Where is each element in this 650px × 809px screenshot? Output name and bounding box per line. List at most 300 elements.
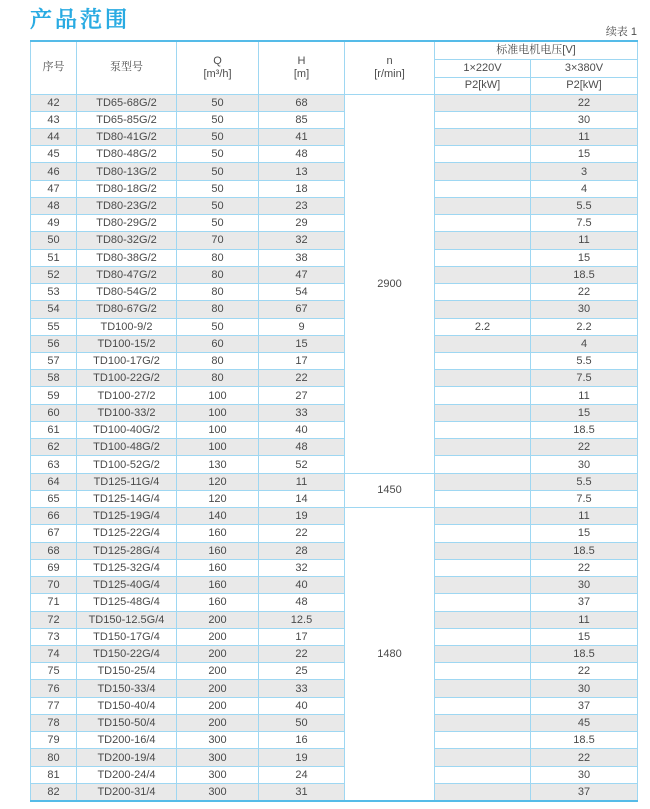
model-cell: TD65-85G/2 (77, 111, 177, 128)
serial-cell: 50 (31, 232, 77, 249)
table-row (31, 215, 638, 232)
head-cell: 48 (259, 439, 345, 456)
head-cell: 85 (259, 111, 345, 128)
p2-380v-cell: 3 (531, 163, 638, 180)
p2-380v-cell: 11 (531, 232, 638, 249)
head-cell: 17 (259, 353, 345, 370)
p2-380v-cell: 11 (531, 387, 638, 404)
head-cell: 47 (259, 266, 345, 283)
flow-cell: 60 (177, 335, 259, 352)
table-row (31, 284, 638, 301)
continued-table-label: 续表 1 (605, 26, 637, 38)
table-row (31, 197, 638, 214)
model-cell: TD65-68G/2 (77, 94, 177, 111)
flow-cell: 160 (177, 525, 259, 542)
model-cell: TD80-32G/2 (77, 232, 177, 249)
p2-220v-cell (435, 611, 531, 628)
table-row (31, 404, 638, 421)
flow-cell: 100 (177, 421, 259, 438)
table-row (31, 318, 638, 335)
model-cell: TD150-17G/4 (77, 628, 177, 645)
model-cell: TD80-13G/2 (77, 163, 177, 180)
table-body (31, 94, 638, 801)
serial-cell: 45 (31, 146, 77, 163)
model-cell: TD200-31/4 (77, 783, 177, 800)
p2-380v-cell: 30 (531, 111, 638, 128)
speed-cell: 2900 (345, 94, 435, 473)
head-cell: 33 (259, 404, 345, 421)
flow-unit: [m³/h] (203, 67, 232, 80)
head-cell: 15 (259, 335, 345, 352)
model-cell: TD100-33/2 (77, 404, 177, 421)
model-cell: TD150-50/4 (77, 714, 177, 731)
p2-380v-cell: 22 (531, 663, 638, 680)
table-row (31, 749, 638, 766)
model-cell: TD125-48G/4 (77, 594, 177, 611)
p2-220v-cell (435, 577, 531, 594)
head-cell: 25 (259, 663, 345, 680)
p2-380v-cell: 18.5 (531, 421, 638, 438)
p2-220v-cell (435, 215, 531, 232)
p2-220v-cell (435, 542, 531, 559)
head-cell: 12.5 (259, 611, 345, 628)
p2-220v-cell (435, 439, 531, 456)
p2-220v-cell (435, 646, 531, 663)
head-cell: 11 (259, 473, 345, 490)
table-row (31, 697, 638, 714)
p2-220v-cell (435, 370, 531, 387)
p2-220v-cell (435, 266, 531, 283)
p2-380v-cell: 11 (531, 611, 638, 628)
serial-cell: 61 (31, 421, 77, 438)
head-cell: 40 (259, 421, 345, 438)
serial-cell: 64 (31, 473, 77, 490)
model-cell: TD200-24/4 (77, 766, 177, 783)
p2-220v-cell (435, 663, 531, 680)
col-header-p2-380v: P2[kW] (531, 77, 638, 94)
head-cell: 9 (259, 318, 345, 335)
serial-cell: 79 (31, 732, 77, 749)
table-row (31, 456, 638, 473)
model-cell: TD125-32G/4 (77, 559, 177, 576)
model-cell: TD100-9/2 (77, 318, 177, 335)
serial-cell: 43 (31, 111, 77, 128)
table-row (31, 646, 638, 663)
p2-380v-cell: 18.5 (531, 732, 638, 749)
p2-220v-cell (435, 594, 531, 611)
serial-cell: 60 (31, 404, 77, 421)
col-header-flow (177, 41, 259, 94)
p2-220v-cell (435, 714, 531, 731)
table-row (31, 180, 638, 197)
p2-220v-cell (435, 335, 531, 352)
p2-380v-cell: 30 (531, 766, 638, 783)
p2-220v-cell (435, 404, 531, 421)
serial-cell: 55 (31, 318, 77, 335)
p2-380v-cell: 45 (531, 714, 638, 731)
p2-380v-cell: 4 (531, 180, 638, 197)
flow-cell: 100 (177, 404, 259, 421)
head-cell: 48 (259, 594, 345, 611)
p2-380v-cell: 18.5 (531, 542, 638, 559)
serial-cell: 57 (31, 353, 77, 370)
head-cell: 52 (259, 456, 345, 473)
model-cell: TD100-52G/2 (77, 456, 177, 473)
model-cell: TD150-25/4 (77, 663, 177, 680)
col-header-speed (345, 41, 435, 94)
p2-220v-cell (435, 783, 531, 800)
col-header-p2-220v: P2[kW] (435, 77, 531, 94)
serial-cell: 51 (31, 249, 77, 266)
speed-cell: 1450 (345, 473, 435, 507)
table-row (31, 335, 638, 352)
table-row (31, 128, 638, 145)
serial-cell: 74 (31, 646, 77, 663)
head-cell: 14 (259, 490, 345, 507)
p2-220v-cell (435, 473, 531, 490)
p2-380v-cell: 30 (531, 680, 638, 697)
table-row (31, 732, 638, 749)
flow-cell: 50 (177, 111, 259, 128)
flow-cell: 200 (177, 646, 259, 663)
head-cell: 40 (259, 577, 345, 594)
model-cell: TD125-11G/4 (77, 473, 177, 490)
serial-cell: 75 (31, 663, 77, 680)
table-row (31, 94, 638, 111)
flow-cell: 160 (177, 577, 259, 594)
flow-cell: 50 (177, 163, 259, 180)
flow-cell: 200 (177, 611, 259, 628)
head-cell: 68 (259, 94, 345, 111)
flow-cell: 300 (177, 749, 259, 766)
p2-380v-cell: 15 (531, 249, 638, 266)
serial-cell: 49 (31, 215, 77, 232)
serial-cell: 81 (31, 766, 77, 783)
table-row (31, 232, 638, 249)
serial-cell: 77 (31, 697, 77, 714)
serial-cell: 46 (31, 163, 77, 180)
flow-cell: 100 (177, 439, 259, 456)
head-unit: [m] (293, 67, 310, 80)
serial-cell: 52 (31, 266, 77, 283)
p2-380v-cell: 11 (531, 128, 638, 145)
p2-380v-cell: 18.5 (531, 266, 638, 283)
head-cell: 22 (259, 525, 345, 542)
p2-380v-cell: 37 (531, 594, 638, 611)
serial-cell: 53 (31, 284, 77, 301)
head-cell: 41 (259, 128, 345, 145)
table-row (31, 542, 638, 559)
serial-cell: 73 (31, 628, 77, 645)
p2-380v-cell: 22 (531, 749, 638, 766)
model-cell: TD150-40/4 (77, 697, 177, 714)
serial-cell: 68 (31, 542, 77, 559)
page-title: 产品范围 (30, 7, 131, 32)
head-cell: 19 (259, 749, 345, 766)
p2-380v-cell: 5.5 (531, 353, 638, 370)
model-cell: TD125-22G/4 (77, 525, 177, 542)
p2-380v-cell: 15 (531, 404, 638, 421)
head-cell: 19 (259, 508, 345, 525)
flow-cell: 300 (177, 783, 259, 800)
col-header-380v: 3×380V (531, 59, 638, 77)
model-cell: TD100-40G/2 (77, 421, 177, 438)
p2-220v-cell (435, 128, 531, 145)
flow-cell: 80 (177, 301, 259, 318)
flow-cell: 200 (177, 628, 259, 645)
flow-cell: 120 (177, 473, 259, 490)
head-cell: 50 (259, 714, 345, 731)
flow-cell: 80 (177, 284, 259, 301)
p2-220v-cell (435, 232, 531, 249)
p2-380v-cell: 22 (531, 284, 638, 301)
head-cell: 40 (259, 697, 345, 714)
head-cell: 16 (259, 732, 345, 749)
p2-220v-cell (435, 732, 531, 749)
p2-380v-cell: 30 (531, 301, 638, 318)
table-row (31, 628, 638, 645)
head-cell: 22 (259, 646, 345, 663)
p2-220v-cell (435, 111, 531, 128)
model-cell: TD80-67G/2 (77, 301, 177, 318)
model-cell: TD80-29G/2 (77, 215, 177, 232)
serial-cell: 56 (31, 335, 77, 352)
model-cell: TD80-18G/2 (77, 180, 177, 197)
flow-cell: 80 (177, 370, 259, 387)
flow-cell: 80 (177, 249, 259, 266)
p2-220v-cell (435, 525, 531, 542)
serial-cell: 80 (31, 749, 77, 766)
serial-cell: 54 (31, 301, 77, 318)
table-row (31, 611, 638, 628)
p2-220v-cell (435, 680, 531, 697)
model-cell: TD80-23G/2 (77, 197, 177, 214)
table-row (31, 577, 638, 594)
flow-cell: 80 (177, 353, 259, 370)
col-header-voltage-group: 标准电机电压[V] (435, 41, 638, 59)
p2-220v-cell (435, 559, 531, 576)
p2-220v-cell (435, 353, 531, 370)
flow-cell: 300 (177, 732, 259, 749)
flow-cell: 50 (177, 215, 259, 232)
p2-220v-cell (435, 146, 531, 163)
table-row (31, 783, 638, 800)
p2-380v-cell: 7.5 (531, 370, 638, 387)
model-cell: TD200-16/4 (77, 732, 177, 749)
table-row (31, 111, 638, 128)
model-cell: TD100-15/2 (77, 335, 177, 352)
head-cell: 24 (259, 766, 345, 783)
flow-cell: 130 (177, 456, 259, 473)
flow-cell: 300 (177, 766, 259, 783)
p2-220v-cell (435, 508, 531, 525)
p2-380v-cell: 7.5 (531, 215, 638, 232)
head-cell: 23 (259, 197, 345, 214)
head-cell: 32 (259, 559, 345, 576)
model-cell: TD150-33/4 (77, 680, 177, 697)
table-row (31, 663, 638, 680)
p2-220v-cell (435, 766, 531, 783)
speed-cell: 1480 (345, 508, 435, 801)
p2-380v-cell: 4 (531, 335, 638, 352)
serial-cell: 70 (31, 577, 77, 594)
model-cell: TD80-38G/2 (77, 249, 177, 266)
head-cell: 13 (259, 163, 345, 180)
table-row (31, 146, 638, 163)
head-cell: 33 (259, 680, 345, 697)
p2-220v-cell (435, 421, 531, 438)
pump-spec-table (30, 40, 638, 802)
serial-cell: 71 (31, 594, 77, 611)
p2-220v-cell (435, 387, 531, 404)
p2-380v-cell: 18.5 (531, 646, 638, 663)
table-row (31, 370, 638, 387)
model-cell: TD125-14G/4 (77, 490, 177, 507)
table-row (31, 559, 638, 576)
table-row (31, 594, 638, 611)
flow-cell: 100 (177, 387, 259, 404)
p2-380v-cell: 37 (531, 783, 638, 800)
flow-cell: 140 (177, 508, 259, 525)
head-cell: 38 (259, 249, 345, 266)
head-cell: 48 (259, 146, 345, 163)
flow-cell: 160 (177, 542, 259, 559)
head-cell: 67 (259, 301, 345, 318)
p2-380v-cell: 22 (531, 94, 638, 111)
flow-cell: 200 (177, 714, 259, 731)
p2-380v-cell: 15 (531, 628, 638, 645)
flow-cell: 120 (177, 490, 259, 507)
p2-220v-cell (435, 301, 531, 318)
head-cell: 27 (259, 387, 345, 404)
col-header-serial: 序号 (31, 41, 77, 94)
p2-220v-cell (435, 697, 531, 714)
p2-380v-cell: 30 (531, 577, 638, 594)
serial-cell: 59 (31, 387, 77, 404)
serial-cell: 67 (31, 525, 77, 542)
p2-220v-cell (435, 180, 531, 197)
model-cell: TD150-12.5G/4 (77, 611, 177, 628)
table-row (31, 421, 638, 438)
model-cell: TD125-19G/4 (77, 508, 177, 525)
flow-cell: 200 (177, 663, 259, 680)
table-row (31, 490, 638, 507)
head-cell: 18 (259, 180, 345, 197)
table-row (31, 525, 638, 542)
speed-symbol: n (386, 54, 393, 67)
col-header-head (259, 41, 345, 94)
model-cell: TD100-17G/2 (77, 353, 177, 370)
serial-cell: 58 (31, 370, 77, 387)
p2-220v-cell (435, 163, 531, 180)
table-row (31, 680, 638, 697)
table-row (31, 387, 638, 404)
table-row (31, 353, 638, 370)
flow-cell: 80 (177, 266, 259, 283)
serial-cell: 78 (31, 714, 77, 731)
p2-220v-cell: 2.2 (435, 318, 531, 335)
p2-380v-cell: 5.5 (531, 473, 638, 490)
serial-cell: 44 (31, 128, 77, 145)
model-cell: TD80-41G/2 (77, 128, 177, 145)
model-cell: TD80-48G/2 (77, 146, 177, 163)
model-cell: TD100-27/2 (77, 387, 177, 404)
table-row (31, 766, 638, 783)
model-cell: TD80-54G/2 (77, 284, 177, 301)
p2-380v-cell: 22 (531, 559, 638, 576)
p2-220v-cell (435, 249, 531, 266)
p2-220v-cell (435, 94, 531, 111)
model-cell: TD100-22G/2 (77, 370, 177, 387)
table-row (31, 266, 638, 283)
col-header-220v: 1×220V (435, 59, 531, 77)
p2-380v-cell: 15 (531, 146, 638, 163)
head-cell: 22 (259, 370, 345, 387)
table-row (31, 301, 638, 318)
head-symbol: H (297, 54, 306, 67)
head-cell: 28 (259, 542, 345, 559)
serial-cell: 63 (31, 456, 77, 473)
p2-380v-cell: 5.5 (531, 197, 638, 214)
model-cell: TD125-40G/4 (77, 577, 177, 594)
flow-cell: 200 (177, 697, 259, 714)
serial-cell: 48 (31, 197, 77, 214)
flow-cell: 200 (177, 680, 259, 697)
serial-cell: 62 (31, 439, 77, 456)
flow-cell: 70 (177, 232, 259, 249)
p2-380v-cell: 22 (531, 439, 638, 456)
flow-cell: 50 (177, 197, 259, 214)
head-cell: 17 (259, 628, 345, 645)
serial-cell: 82 (31, 783, 77, 800)
serial-cell: 47 (31, 180, 77, 197)
speed-unit: [r/min] (374, 67, 405, 80)
flow-cell: 50 (177, 180, 259, 197)
flow-cell: 160 (177, 594, 259, 611)
p2-220v-cell (435, 749, 531, 766)
head-cell: 29 (259, 215, 345, 232)
p2-220v-cell (435, 490, 531, 507)
p2-220v-cell (435, 628, 531, 645)
model-cell: TD200-19/4 (77, 749, 177, 766)
table-header (31, 41, 638, 94)
p2-380v-cell: 15 (531, 525, 638, 542)
p2-220v-cell (435, 284, 531, 301)
flow-cell: 50 (177, 128, 259, 145)
p2-220v-cell (435, 456, 531, 473)
p2-380v-cell: 37 (531, 697, 638, 714)
p2-220v-cell (435, 197, 531, 214)
p2-380v-cell: 11 (531, 508, 638, 525)
model-cell: TD125-28G/4 (77, 542, 177, 559)
col-header-model: 泵型号 (77, 41, 177, 94)
serial-cell: 65 (31, 490, 77, 507)
head-cell: 32 (259, 232, 345, 249)
table-row (31, 163, 638, 180)
table-row (31, 508, 638, 525)
serial-cell: 66 (31, 508, 77, 525)
p2-380v-cell: 7.5 (531, 490, 638, 507)
flow-cell: 50 (177, 146, 259, 163)
p2-380v-cell: 2.2 (531, 318, 638, 335)
serial-cell: 42 (31, 94, 77, 111)
model-cell: TD100-48G/2 (77, 439, 177, 456)
serial-cell: 72 (31, 611, 77, 628)
serial-cell: 69 (31, 559, 77, 576)
model-cell: TD80-47G/2 (77, 266, 177, 283)
head-cell: 31 (259, 783, 345, 800)
flow-cell: 50 (177, 94, 259, 111)
